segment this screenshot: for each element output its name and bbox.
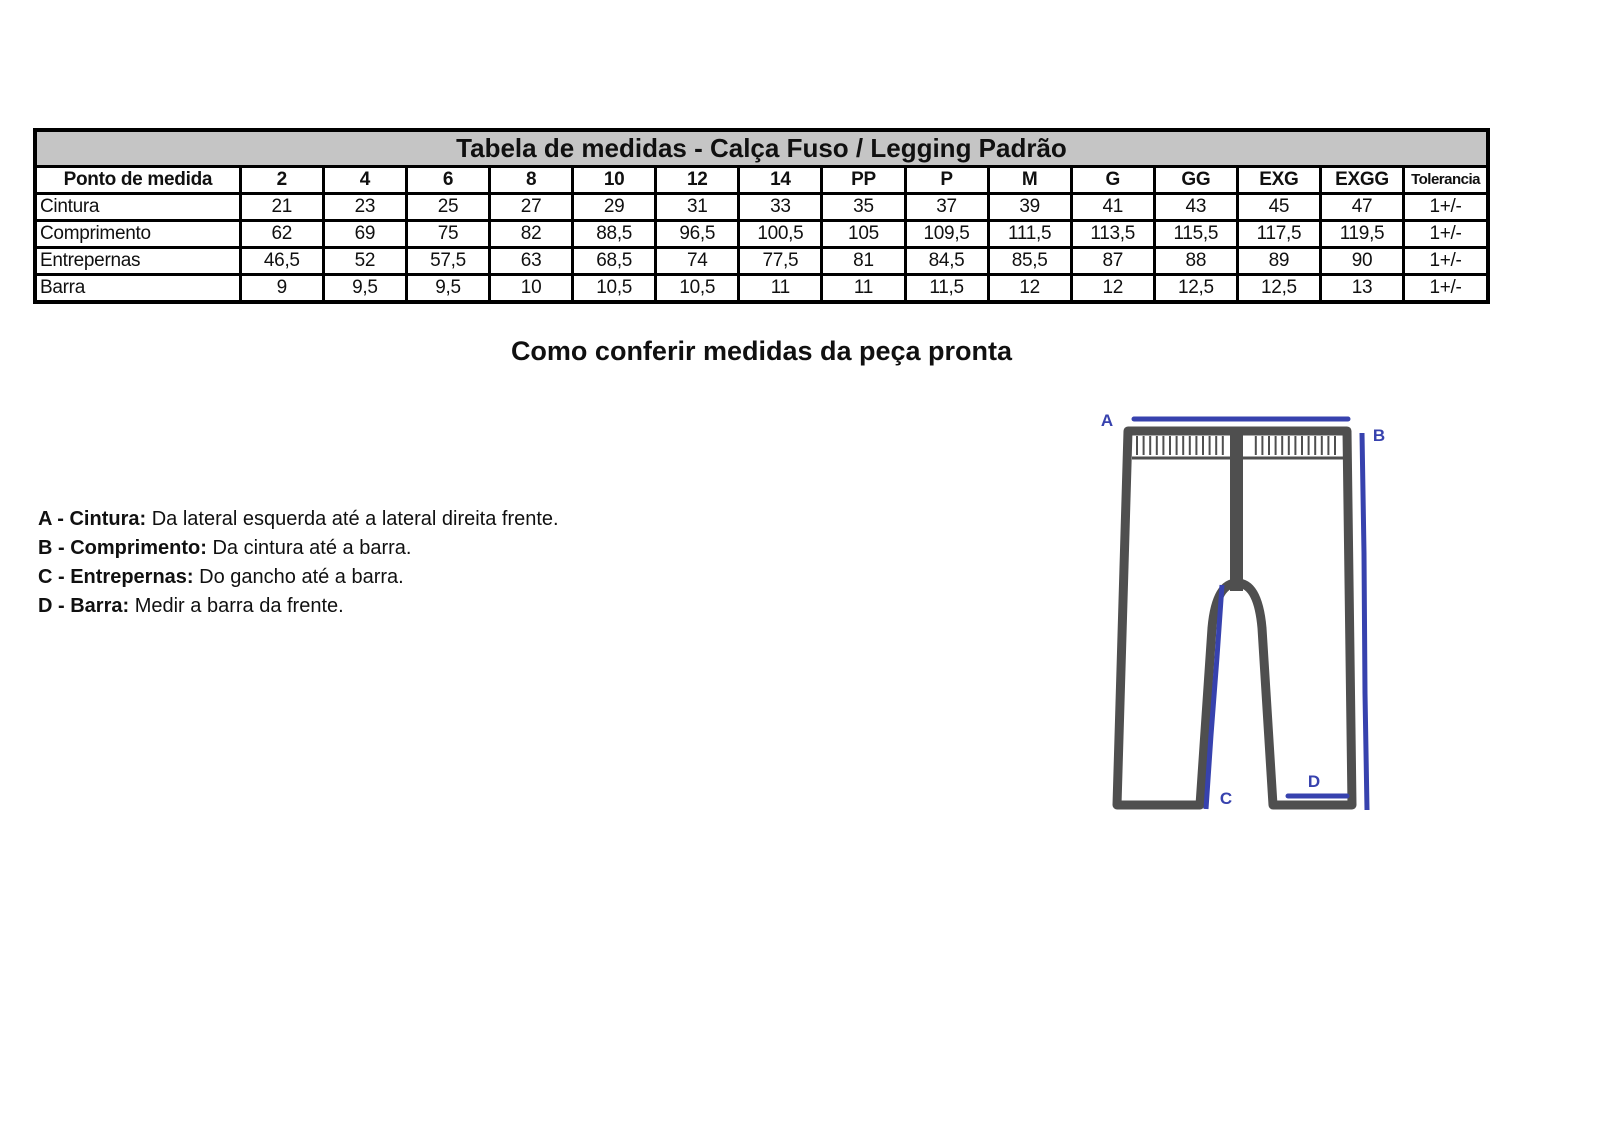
table-cell: 69 [323, 221, 406, 248]
table-cell: 85,5 [988, 248, 1071, 275]
table-cell: 11 [739, 275, 822, 303]
table-cell: 1+/- [1404, 275, 1488, 303]
instruction-term: B - Comprimento: [38, 537, 207, 559]
table-cell: 9,5 [323, 275, 406, 303]
table-cell: 9 [240, 275, 323, 303]
table-cell: 96,5 [656, 221, 739, 248]
table-cell: 81 [822, 248, 905, 275]
table-cell: 117,5 [1237, 221, 1320, 248]
instructions-list [38, 505, 559, 621]
table-cell: 62 [240, 221, 323, 248]
measure-label-c: C [1219, 789, 1233, 808]
column-header: M [988, 167, 1071, 194]
column-header: 10 [573, 167, 656, 194]
table-cell: 47 [1320, 194, 1403, 221]
table-cell: 57,5 [406, 248, 489, 275]
section-heading: Como conferir medidas da peça pronta [510, 336, 1013, 366]
table-cell: 1+/- [1404, 221, 1488, 248]
table-cell: 1+/- [1404, 194, 1488, 221]
table-title: Tabela de medidas - Calça Fuso / Legging Padrão [35, 130, 1488, 167]
row-label: Cintura [35, 194, 240, 221]
table-cell: 21 [240, 194, 323, 221]
measurements-table [33, 128, 1490, 304]
measure-label-d: D [1307, 772, 1321, 791]
table-cell: 10 [490, 275, 573, 303]
table-cell: 105 [822, 221, 905, 248]
measure-label-a: A [1100, 411, 1114, 430]
column-header: G [1071, 167, 1154, 194]
table-cell: 13 [1320, 275, 1403, 303]
column-header: P [905, 167, 988, 194]
column-header: 12 [656, 167, 739, 194]
column-header: 2 [240, 167, 323, 194]
table-cell: 88,5 [573, 221, 656, 248]
table-cell: 68,5 [573, 248, 656, 275]
table-cell: 115,5 [1154, 221, 1237, 248]
instruction-text: Da lateral esquerda até a lateral direita frente. [146, 508, 559, 530]
instruction-term: D - Barra: [38, 595, 130, 617]
instruction-text: Medir a barra da frente. [129, 595, 344, 617]
table-cell: 37 [905, 194, 988, 221]
legging-diagram [1070, 393, 1410, 825]
instruction-term: A - Cintura: [38, 508, 147, 530]
column-header: 4 [323, 167, 406, 194]
column-header: Tolerancia [1404, 167, 1488, 194]
table-cell: 33 [739, 194, 822, 221]
table-cell: 11,5 [905, 275, 988, 303]
table-cell: 63 [490, 248, 573, 275]
table-cell: 109,5 [905, 221, 988, 248]
table-row [35, 221, 1488, 248]
table-cell: 43 [1154, 194, 1237, 221]
column-header-label: Ponto de medida [35, 167, 240, 194]
row-label: Barra [35, 275, 240, 303]
table-cell: 45 [1237, 194, 1320, 221]
table-row [35, 194, 1488, 221]
table-cell: 100,5 [739, 221, 822, 248]
table-cell: 77,5 [739, 248, 822, 275]
table-cell: 119,5 [1320, 221, 1403, 248]
table-cell: 75 [406, 221, 489, 248]
column-header: EXGG [1320, 167, 1403, 194]
table-cell: 29 [573, 194, 656, 221]
table-cell: 11 [822, 275, 905, 303]
table-cell: 1+/- [1404, 248, 1488, 275]
table-cell: 10,5 [573, 275, 656, 303]
row-label: Entrepernas [35, 248, 240, 275]
table-cell: 41 [1071, 194, 1154, 221]
table-cell: 52 [323, 248, 406, 275]
table-cell: 89 [1237, 248, 1320, 275]
table-cell: 31 [656, 194, 739, 221]
measure-line-b [1362, 433, 1367, 810]
instruction-item [38, 563, 559, 592]
table-cell: 12 [988, 275, 1071, 303]
table-cell: 90 [1320, 248, 1403, 275]
table-cell: 10,5 [656, 275, 739, 303]
table-cell: 12,5 [1237, 275, 1320, 303]
column-header: PP [822, 167, 905, 194]
instruction-item [38, 534, 559, 563]
column-header: 14 [739, 167, 822, 194]
table-cell: 12 [1071, 275, 1154, 303]
table-cell: 84,5 [905, 248, 988, 275]
table-cell: 88 [1154, 248, 1237, 275]
row-label: Comprimento [35, 221, 240, 248]
instruction-term: C - Entrepernas: [38, 566, 194, 588]
table-cell: 113,5 [1071, 221, 1154, 248]
table-cell: 35 [822, 194, 905, 221]
column-header: 6 [406, 167, 489, 194]
table-row [35, 248, 1488, 275]
table-cell: 39 [988, 194, 1071, 221]
instruction-item [38, 505, 559, 534]
instruction-text: Do gancho até a barra. [193, 566, 404, 588]
table-cell: 111,5 [988, 221, 1071, 248]
table-cell: 9,5 [406, 275, 489, 303]
column-header: 8 [490, 167, 573, 194]
table-cell: 82 [490, 221, 573, 248]
table-row [35, 275, 1488, 303]
table-cell: 23 [323, 194, 406, 221]
column-header: GG [1154, 167, 1237, 194]
table-cell: 12,5 [1154, 275, 1237, 303]
table-cell: 46,5 [240, 248, 323, 275]
table-cell: 25 [406, 194, 489, 221]
table-cell: 27 [490, 194, 573, 221]
instruction-item [38, 592, 559, 621]
table-cell: 87 [1071, 248, 1154, 275]
table-cell: 74 [656, 248, 739, 275]
measure-label-b: B [1372, 426, 1386, 445]
column-header: EXG [1237, 167, 1320, 194]
instruction-text: Da cintura até a barra. [206, 537, 412, 559]
